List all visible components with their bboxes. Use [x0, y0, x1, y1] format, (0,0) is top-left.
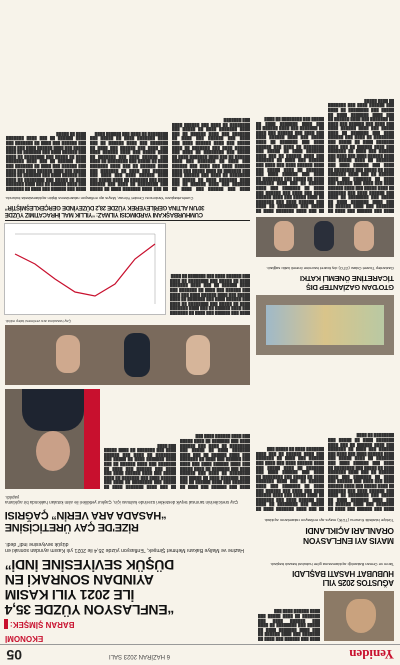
mayis-headline-line: ORANLARI AÇIKLANDI	[305, 526, 394, 537]
mayis-headline	[254, 526, 394, 545]
lead-kicker: BARAN ŞİMŞEK:	[10, 620, 75, 629]
issue-date: 6 HAZİRAN 2023 SALI	[108, 653, 170, 659]
face-figure	[36, 431, 70, 471]
kpi-headline-line: CUMHURBAŞKANI YARDIMCISI YILMAZ: “YILLIK MAL İHRACATIMIZ YÜZDE	[5, 211, 203, 217]
person-figure	[124, 333, 150, 377]
newspaper-logo: Yeniden	[349, 647, 394, 662]
inflation-line-graphic	[5, 224, 165, 314]
kicker-marker	[4, 619, 8, 629]
section-label: EKONOMİ	[5, 634, 44, 643]
lead-headline	[5, 557, 250, 617]
masthead	[0, 644, 400, 665]
kpi-headline	[5, 203, 250, 217]
lead-body-col-1: ████ ███ ██████ ███ ████ ██ ███████ ███ ████ ██████ ██ ███ ████ ███████ ████ ██ █████ ███ ████████ ██ ████ ███ ██████ ████ ███ ███████ ██ ████ █████ ███ ████ ██████ ████ ███ ████ ███ ██████ ███ ████ ██ ███████ ███ ████ ██████ ██ ███ ████ ███████ ████ ██ █████ ███ ████████ ██ ████ ███ ██████ ████ ███ ███████ ██ ████ █████ ███ ████ ██████ ████ ███	[180, 434, 250, 489]
mayis-headline-line: MAYIS AYI ENFLASYON	[303, 536, 394, 546]
lead-headline-line: “ENFLASYON YÜZDE 35,4	[5, 602, 175, 618]
gto-photo	[256, 217, 394, 257]
person-figure	[186, 335, 210, 375]
kpi-body-col-2: ██ ███ ████ ███████ ████ ██ █████ ███ ████████ ██ ████ ███ ██████ ████ ███ ███████ ██ ████ █████ ███ ████ ██████ ████ ███ ████ ███ ██████ ███ ████ ██ ███████ ███ ████ ██████ ██ ███ ████ ███████ ████ ██ █████ ███ ████████ ██ ████ ███ ██████ ████ ███ ███████ ██ ████ █████ ███ ████ ██████ ████ ███ ████ ███ ██████ ███ ████ ██ ███████ ███ ████ ██████ ██ ███ ████ ███████ ████ ██ █████ ███ ████████ ██ ████ ███ ██████ ████	[90, 131, 168, 191]
person-figure	[274, 221, 294, 251]
mayis-body-col-1: ████ ███ ██████ ███ ████ ██ ███████ ███ ████ ██████ ██ ███ ████ ███████ ████ ██ █████ ███ ████████ ██ ████ ███ ██████ ████ ███ ███████ ██ ████ █████ ███ ████ ██████ ████ ███ ████ ███ ██████ ███ ████ ██ ███████ ███ ████ ██████ ██ ███ ████ ███████ ████ ██ █████ ███ ████████ ██ ████ ███ ██████ ████ ███ ███████ ██ ████ █████ ███ ████ ██████ ████ ███ ████ ███ ██████ ███ ████ ██ ███████ ███ ████ ██████ ██ ███ ████ ███████ ████ ██ █████ ███ ████████ ██ ████	[328, 433, 394, 511]
person-figure	[56, 335, 80, 373]
lead-body-col-2: ██ ███ ████ ███████ ████ ██ █████ ███ ████████ ██ ████ ███ ██████ ████ ███ ███████ ██ ████ █████ ███ ████ ██████ ████ ███ ████ ███ ██████ ███ ████ ██ ███████ ███ ████ ██████ ██ ███ ████ ███████ ████ ██ █████ ███ ████████ ██ ████ ███ ██████ ████ ███ ███████ ██ ████ █████ ███ ████	[104, 443, 176, 489]
hububat-body: ████ ███ ██████ ███ ████ ██ ███████ ███ ████ ██████ ██ ███ ████ ███████ ████ ██ █████ ███ ████████ ██ ████ ███ ██████ ████ ███ ███████ ██ ████ █████ ███ ████ ██████ ████ ███	[258, 609, 320, 641]
rize-photo-caption: Çay hasadına ara verilmesi talep edildi.	[5, 319, 72, 323]
person-figure	[354, 221, 374, 251]
person-figure	[346, 599, 376, 633]
person-figure	[314, 221, 334, 251]
section-divider	[5, 220, 250, 221]
lead-headline-line: İLE 2021 YILI KASIM	[5, 587, 135, 603]
gto-body-col-2: ██ ███ ████ ███████ ████ ██ █████ ███ ████████ ██ ████ ███ ██████ ████ ███ ███████ ██ ████ █████ ███ ████ ██████ ████ ███ ████ ███ ██████ ███ ████ ██ ███████ ███ ████ ██████ ██ ███ ████ ███████ ████ ██ █████ ███ ████████ ██ ████ ███ ██████ ████ ███ ███████ ██ ████ █████ ███ ████ ██████ ████ ███ ████ ███ ██████ ███ ████ ██ ███████ ███ ████ ██████ ██ ███ ████ ███████ ████ ██ █████ ███ ████████ ██ ████ ███ ██████ ████ ███ ███████ ██ ████ █████ ███ ████ ██████ ████ ███ ████ ███ ██████ ███ ████ ██ ███████ ███ ████ ██████ ██ ███ ████ ███████ ████ ██ █████ ███ ████████ ██ ████	[256, 117, 324, 213]
hububat-headline-line: HUBUBAT HASATI BAŞLADI	[292, 569, 394, 578]
mayis-body-col-2: ██ ███ ████ ███████ ████ ██ █████ ███ ████████ ██ ████ ███ ██████ ████ ███ ███████ ██ ████ █████ ███ ████ ██████ ████ ███ ████ ███ ██████ ███ ████ ██ ███████ ███ ████ ██████ ██ ███ ████ ███████ ████ ██ █████ ███ ████████ ██ ████ ███ ██████ ████ ███ ███████ ██ ████ █████ ███ ████ ██████ ████ ███ ████ ███ ██████ ███ ████ ██ ███████ ███ ████ ██████ ██ ███ ████ ███████ ████ ██ █████ ███	[256, 447, 324, 511]
hububat-headline-line: AĞUSTOS 2025 YILI	[322, 578, 394, 587]
rize-headline	[5, 509, 250, 533]
kpi-deck: Cumhurbaşkanı Yardımcısı Cevdet Yılmaz, Mayıs ayı enflasyon rakamlarına ilişkin açıklamalarda bulundu.	[5, 196, 194, 201]
kpi-body-col-1: ████ ███ ██████ ███ ████ ██ ███████ ███ ████ ██████ ██ ███ ████ ███████ ████ ██ █████ ███ ████████ ██ ████ ███ ██████ ████ ███ ███████ ██ ████ █████ ███ ████ ██████ ████ ███ ████ ███ ██████ ███ ████ ██ ███████ ███ ████ ██████ ██ ███ ████ ███████ ████ ██ █████ ███ ████████ ██ ████ ███ ██████ ████ ███ ███████ ██ ████ █████ ███ ████ ██████ ████ ███ ████ ███ ██████ ███ ████ ██ ███████ ███ ████ ██████ ██ ███ ████ ███████ ████ ██ █████ ███ ████████ ██ ████ ███ ██████ ████ ███ ███████	[172, 118, 250, 191]
money-photo	[256, 295, 394, 355]
kpi-headline-line: 30'UN ALTINA GERİLEYEREK YÜZDE 28,2 DÜZEYİNDE GERÇEKLEŞMİŞTİR”	[5, 204, 205, 210]
gto-headline-line: TİCARETİNE ÖNEMLİ KATKI	[300, 274, 394, 284]
mayis-deck: Türkiye İstatistik Kurumu (TÜİK) mayıs ayı enflasyon rakamlarını açıkladı.	[263, 518, 394, 523]
rize-photo	[5, 325, 250, 385]
section-tag	[5, 631, 100, 643]
gto-body-col-1: ████ ███ ██████ ███ ████ ██ ███████ ███ ████ ██████ ██ ███ ████ ███████ ████ ██ █████ ███ ████████ ██ ████ ███ ██████ ████ ███ ███████ ██ ████ █████ ███ ████ ██████ ████ ███ ████ ███ ██████ ███ ████ ██ ███████ ███ ████ ██████ ██ ███ ████ ███████ ████ ██ █████ ███ ████████ ██ ████ ███ ██████ ████ ███ ███████ ██ ████ █████ ███ ████ ██████ ████ ███ ████ ███ ██████ ███ ████ ██ ███████ ███ ████ ██████ ██ ███ ████ ███████ ████ ██ █████ ███ ████████ ██ ████ ███ ██████ ████ ███ ███████ ██ ████ █████ ███ ████ ██████ ████ ███ ████ ███ ██████ ███ ████ ██ ███████ ███ ████ ██████ ██ ███ ████ ███████ ████ ██ █████ ███ ████████ ██ ████ ███ ██████ ████ ███ ███████ ██ ████ █████	[328, 98, 394, 213]
rize-headline-line: RİZE'DE ÇAY ÜRETİCİSİNE	[5, 521, 139, 533]
page-number: 05	[6, 647, 22, 663]
kpi-body-col-3: ████ ███ ██████ ███ ████ ██ ███████ ███ ████ ██████ ██ ███ ████ ███████ ████ ██ █████ ███ ████████ ██ ████ ███ ██████ ████ ███ ███████ ██ ████ █████ ███ ████ ██████ ████ ███ ████ ███ ██████ ███ ████ ██ ███████ ███ ████ ██████ ██ ███ ████ ███████ ████ ██ █████ ███ ████████ ██ ████ ███ ██████ ████ ███ ███████ ██ ████ █████ ███ ████ ██████ ████ ███ ████ ███ ██████ ███ ████ ██ ███████ ███ ████ ██████ ██ ███ ████ ███████ ████ ██ █████	[6, 131, 86, 191]
lead-headline-line: AYINDAN SONRAKİ EN	[5, 572, 154, 588]
gto-headline-line: GTO'DAN GAZİANTEP DIŞ	[306, 283, 394, 292]
banknotes-figure	[266, 305, 384, 345]
rize-body-col-1: ████ ███ ██████ ███ ████ ██ ███████ ███ ████ ██████ ██ ███ ████ ███████ ████ ██ █████ ███ ████████ ██ ████ ███ ██████ ████ ███ ███████ ██ ████ █████ ███ ████ ██████ ████ ███ ████ ███ ██████ ███ ████ ██ ███████ ███ ████ ██████ ██ ███ ████ ███████ ████ ██ █████ ███ ████████ ██ ████ ███ ██████ ████ ███ ███████ ██ ████	[170, 274, 250, 315]
rize-deck: Çay üreticilerinin tarımsal teşvik destekleri üzerinde kalması için, Çaykur yetkilileri ile alım kotaları hakkında bir açıklama yapıldı.	[5, 494, 239, 505]
lead-deck: Hazine ve Maliye Bakanı Mehmet Şimşek, “Enflasyon yüzde 35,4 ile 2021 yılı Kasım ayından sonraki en düşük seviyesine indi” dedi.	[5, 540, 245, 553]
lead-headline-line: DÜŞÜK SEVİYESİNE İNDİ”	[5, 557, 175, 573]
hububat-headline	[254, 569, 394, 587]
suit-figure	[22, 389, 84, 431]
simsek-photo	[5, 389, 100, 489]
hububat-deck: Tarım ve Orman Bakanlığı açıklamasına göre hububat hasadı başladı.	[269, 562, 394, 567]
rize-headline-line: “HASADA ARA VERİN” ÇAĞRISI	[5, 509, 167, 521]
inflation-chart-box	[4, 223, 166, 315]
gto-deck: Gaziantep Ticaret Odası (GTO) dış ticaret hacmine önemli katkı sağladı.	[266, 266, 394, 271]
gto-headline	[254, 274, 394, 291]
flag-stripe	[84, 389, 100, 489]
hububat-photo	[324, 591, 394, 641]
